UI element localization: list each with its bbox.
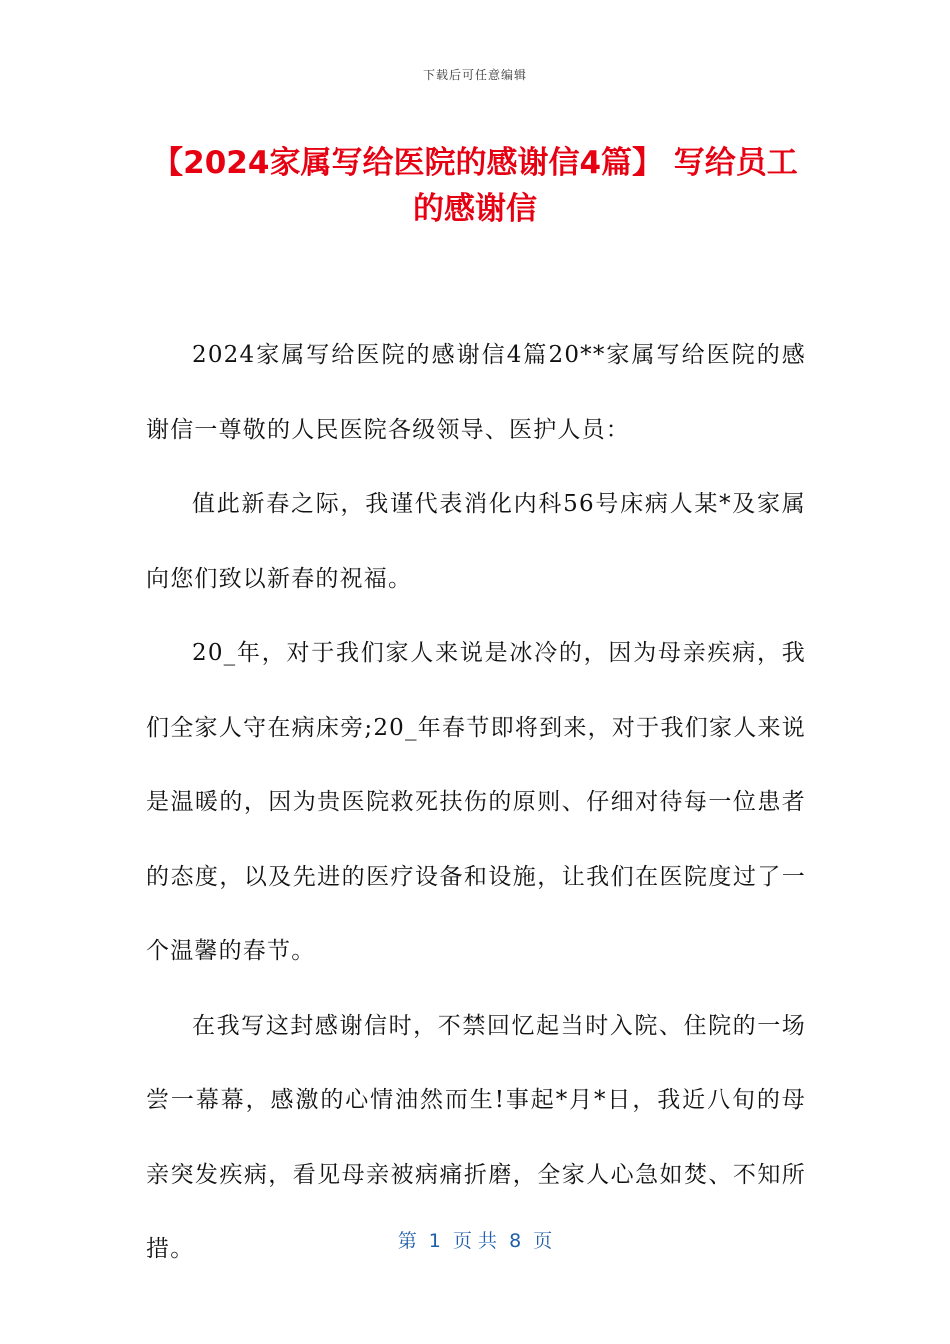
paragraph: 在我写这封感谢信时，不禁回忆起当时入院、住院的一场尝一幕幕，感激的心情油然而生!事起*月*日，我近八旬的母亲突发疾病，看见母亲被病痛折磨，全家人心急如焚、不知所措。 [146, 1012, 806, 1262]
paragraph: 20_年，对于我们家人来说是冰冷的，因为母亲疾病，我们全家人守在病床旁;20_年春节即将到来，对于我们家人来说是温暖的，因为贵医院救死扶伤的原则、仔细对待每一位患者的态度，以及先进的医疗设备和设施，让我们在医院度过了一个温馨的春节。 [146, 640, 806, 964]
page-number-footer: 第 1 页 共 8 页 [397, 1230, 553, 1252]
paragraph: 值此新春之际，我谨代表消化内科56号床病人某*及家属向您们致以新春的祝福。 [146, 491, 806, 592]
header-note: 下载后可任意编辑 [422, 68, 527, 82]
document-title: 【2024家属写给医院的感谢信4篇】 写给员工的感谢信 [152, 145, 798, 227]
paragraph: 2024家属写给医院的感谢信4篇20**家属写给医院的感谢信一尊敬的人民医院各级领导、医护人员： [146, 342, 806, 443]
document-body [146, 318, 806, 1287]
